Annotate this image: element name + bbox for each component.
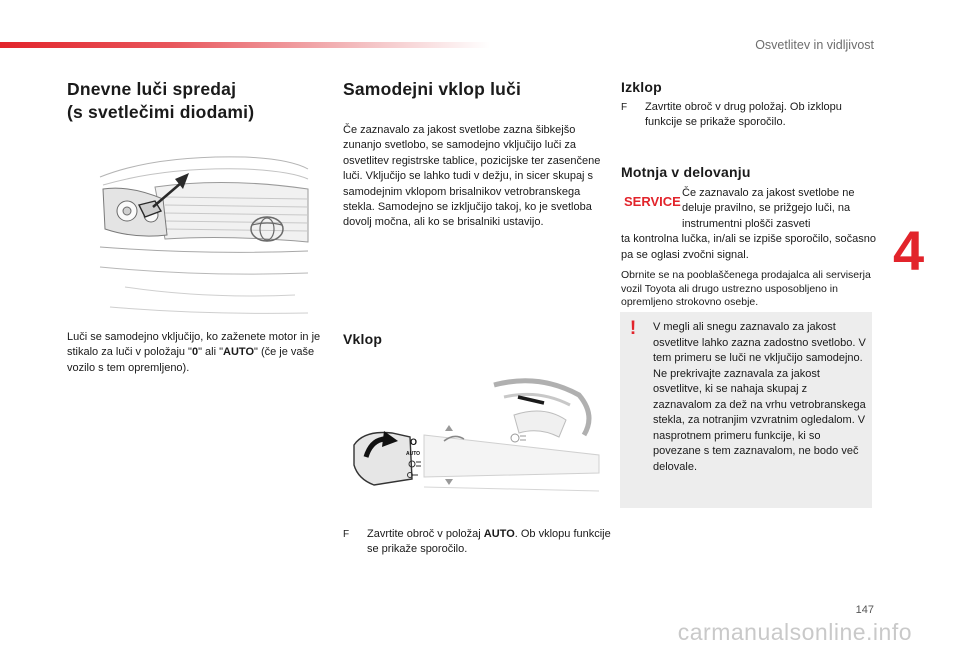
- auto-lights-text: Če zaznavalo za jakost svetlobe zazna šibkejšo zunanjo svetlobo, se samodejno vključijo luči za osvetlitev registrske tablice, pozicijske ter zasenčene luči. Vključijo se lahko tudi v dežju, in sicer skupaj s samodejnim vklopom brisalnikov vetrobranskega stekla. Samodejno se izključijo takoj, ko je svetloba dovolj močna, ali ko se brisalniki ustavijo.: [343, 124, 601, 229]
- title-line-2: (s svetlečimi diodami): [67, 102, 255, 122]
- stalk-label-o: O: [410, 437, 418, 447]
- daytime-lights-text: Luči se samodejno vključijo, ko zaženete motor in je stikalo za luči v položaju "0" ali "AUTO" (če je vaše vozilo s tem opremljeno).: [67, 331, 321, 374]
- warning-icon: !: [629, 318, 637, 339]
- switch-on-title: Vklop: [343, 331, 383, 347]
- warning-box: [620, 312, 872, 508]
- svg-text:SERVICE: SERVICE: [624, 194, 681, 209]
- section-header: Osvetlitev in vidljivost: [755, 38, 874, 52]
- malfunction-text: Če zaznavalo za jakost svetlobe ne deluje pravilno, se prižgejo luči, na instrumentni plošči zasveti ta kontrolna lučka, in/ali se izpiše sporočilo, sočasno pa se oglasi zvočni signal.: [621, 187, 876, 261]
- fog-light-icon: [511, 434, 526, 442]
- switch-off-title: Izklop: [621, 79, 662, 95]
- auto-lights-title: Samodejni vklop luči: [343, 79, 522, 99]
- switch-on-instruction: F Zavrtite obroč v položaj AUTO. Ob vklopu funkcije se prikaže sporočilo.: [343, 527, 611, 558]
- top-accent-bar: [0, 42, 490, 48]
- bullet-marker: F: [621, 102, 628, 113]
- light-stalk-illustration: [344, 375, 599, 500]
- bullet-marker: F: [343, 529, 350, 540]
- title-line-1: Dnevne luči spredaj: [67, 79, 237, 99]
- stalk-label-auto: AUTO: [406, 451, 421, 457]
- chapter-number: 4: [893, 219, 925, 282]
- malfunction-title: Motnja v delovanju: [621, 164, 751, 180]
- switch-off-instruction: F Zavrtite obroč v drug položaj. Ob izklopu funkcije se prikaže sporočilo.: [621, 100, 871, 131]
- page-number: 147: [855, 604, 874, 616]
- watermark: carmanualsonline.info: [677, 619, 912, 645]
- dealer-text: Obrnite se na pooblaščenega prodajalca ali serviserja vozil Toyota ali drugo ustrezno usposobljeno in opremljeno strokovno osebje.: [621, 269, 871, 308]
- warning-text: V megli ali snegu zaznavalo za jakost osvetlitve lahko zazna zadostno svetlobo. V tem primeru se luči ne vključijo samodejno. Ne prekrivajte zaznavala za jakost osvetlitve, ki se nahaja skupaj z zaznavalom za dež na vrhu vetrobranskega stekla, za notranjim vzvratnim ogledalom. V nasprotnem primeru funkcije, ki so povezane s tem zaznavalom, ne bodo več delovale.: [653, 321, 866, 473]
- daytime-lights-title: [67, 78, 317, 124]
- car-front-illustration: [95, 147, 310, 317]
